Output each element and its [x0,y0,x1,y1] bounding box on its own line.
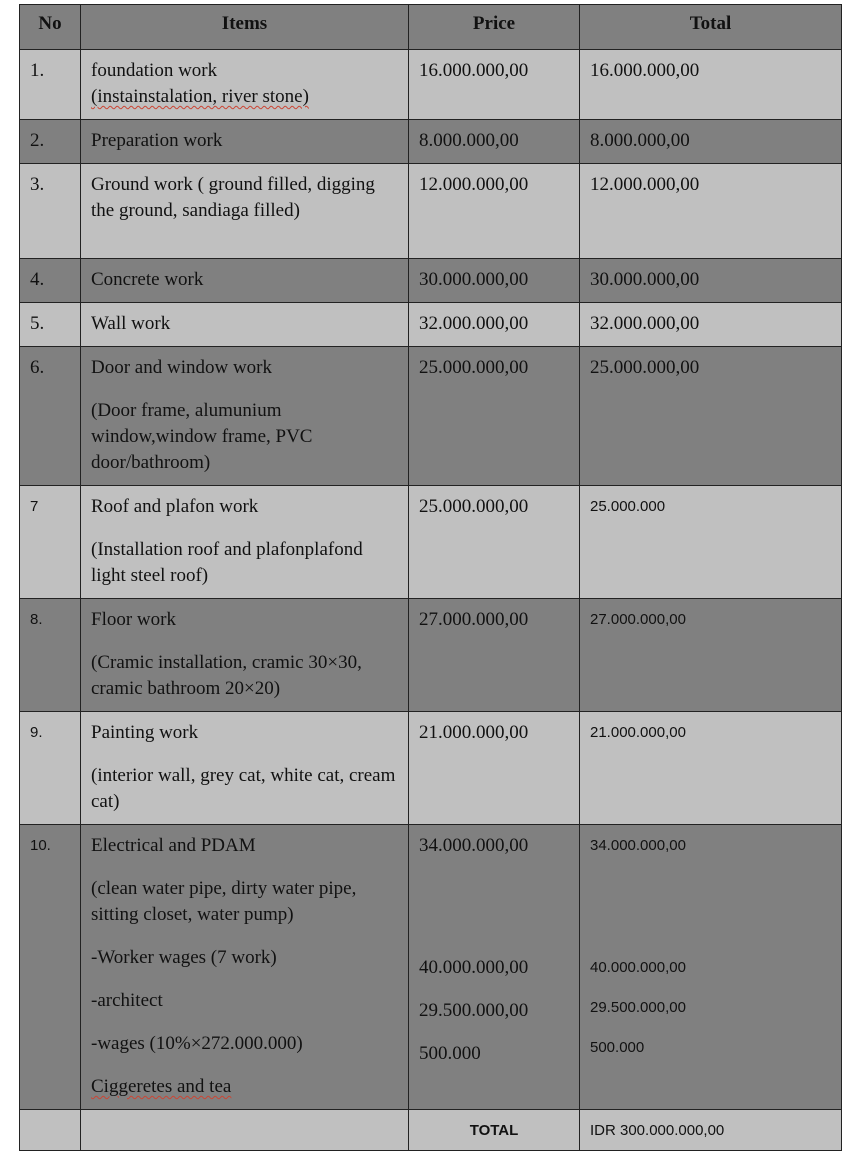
row-no: 2. [20,120,81,164]
row-item: Preparation work [81,120,409,164]
row-total-extra: 40.000.000,00 [590,959,686,976]
row-total-extra: 29.500.000,00 [590,999,686,1016]
total-value: IDR 300.000.000,00 [580,1110,842,1151]
table-row [20,259,842,303]
row-no: 9. [20,712,81,825]
table-row [20,825,842,1110]
row-price: 25.000.000,00 [409,486,580,599]
row-item-extra: -Worker wages (7 work) [91,947,277,968]
row-price-extra: 29.500.000,00 [419,1000,529,1021]
header-items: Items [81,5,409,50]
table-row [20,486,842,599]
row-item [81,486,409,599]
row-item: Ground work ( ground filled, digging the ground, sandiaga filled) [81,164,409,259]
row-item-extra: -wages (10%×272.000.000) [91,1033,303,1054]
row-price-extra: 500.000 [419,1043,481,1064]
row-total: 25.000.000,00 [580,347,842,486]
row-item [81,347,409,486]
row-total: 8.000.000,00 [580,120,842,164]
row-no: 10. [20,825,81,1110]
row-total: 27.000.000,00 [580,599,842,712]
row-price: 12.000.000,00 [409,164,580,259]
row-total [580,825,842,1110]
row-item: Wall work [81,303,409,347]
table-row [20,164,842,259]
table-row [20,120,842,164]
row-item-extra: Ciggeretes and tea [91,1076,232,1097]
row-no: 6. [20,347,81,486]
table-row [20,50,842,120]
table-total-row [20,1110,842,1151]
row-total: 30.000.000,00 [580,259,842,303]
table-row [20,712,842,825]
row-no: 7 [20,486,81,599]
row-item [81,50,409,120]
row-no: 1. [20,50,81,120]
row-item-extra: -architect [91,990,163,1011]
row-item-title: Roof and plafon work [91,496,259,517]
table-row [20,599,842,712]
row-total-main: 34.000.000,00 [590,837,686,854]
row-price: 32.000.000,00 [409,303,580,347]
row-item-title: Door and window work [91,357,273,378]
row-item-title: Painting work [91,722,199,743]
row-total: 21.000.000,00 [580,712,842,825]
row-item-detail: (Door frame, alumunium window,window frame, PVC door/bathroom) [91,400,313,473]
header-total: Total [580,5,842,50]
row-item-title: foundation work [91,60,218,81]
row-price [409,825,580,1110]
row-price-main: 34.000.000,00 [419,835,529,856]
row-price: 21.000.000,00 [409,712,580,825]
header-no: No [20,5,81,50]
row-total: 12.000.000,00 [580,164,842,259]
row-item-detail: (instainstalation, river stone) [91,86,309,107]
total-label: TOTAL [409,1110,580,1151]
table-row [20,303,842,347]
row-no: 4. [20,259,81,303]
row-price: 25.000.000,00 [409,347,580,486]
row-item [81,712,409,825]
row-price: 8.000.000,00 [409,120,580,164]
total-item-cell [81,1110,409,1151]
row-price: 16.000.000,00 [409,50,580,120]
total-no-cell [20,1110,81,1151]
row-total: 25.000.000 [580,486,842,599]
header-price: Price [409,5,580,50]
row-item-detail: (Installation roof and plafonplafond light steel roof) [91,539,363,586]
row-total: 32.000.000,00 [580,303,842,347]
row-item-detail: (clean water pipe, dirty water pipe, sitting closet, water pump) [91,878,357,925]
row-total-extra: 500.000 [590,1039,645,1056]
row-no: 5. [20,303,81,347]
row-item [81,599,409,712]
row-item-title: Floor work [91,609,176,630]
row-price: 27.000.000,00 [409,599,580,712]
row-item-detail: (interior wall, grey cat, white cat, cream cat) [91,765,396,812]
row-item: Concrete work [81,259,409,303]
row-item-title: Electrical and PDAM [91,835,256,856]
table-header-row [20,5,842,50]
row-price-extra: 40.000.000,00 [419,957,529,978]
row-item [81,825,409,1110]
table-row [20,347,842,486]
row-price: 30.000.000,00 [409,259,580,303]
row-no: 8. [20,599,81,712]
cost-table [19,4,842,1151]
row-no: 3. [20,164,81,259]
row-item-detail: (Cramic installation, cramic 30×30, cramic bathroom 20×20) [91,652,362,699]
row-total: 16.000.000,00 [580,50,842,120]
